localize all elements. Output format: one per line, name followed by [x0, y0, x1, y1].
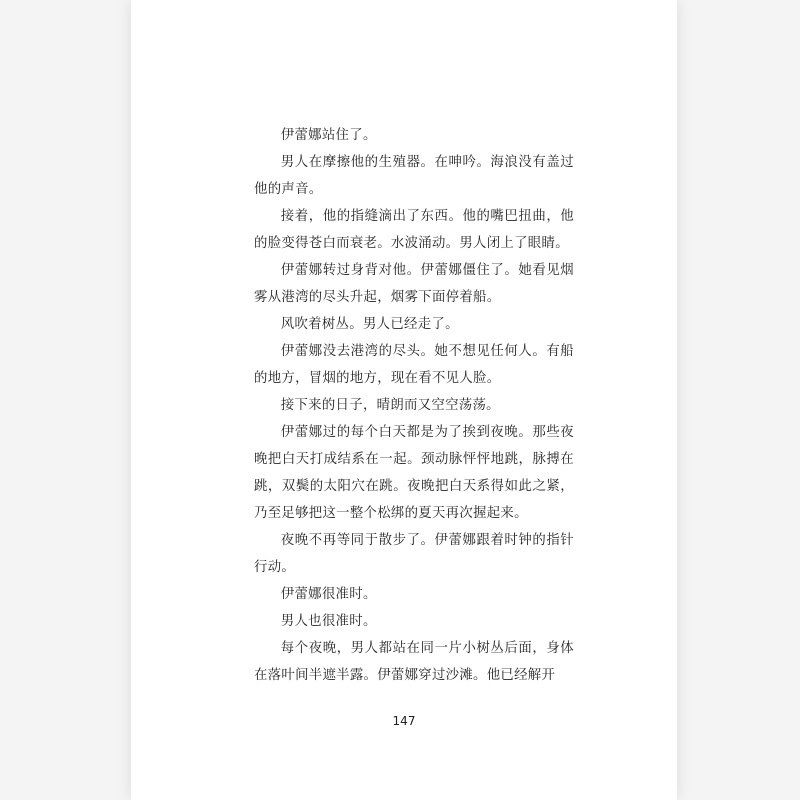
- paragraph: 男人也很准时。: [280, 614, 377, 629]
- page-number: 147: [392, 714, 416, 728]
- paragraph: 伊蕾娜站住了。: [280, 128, 377, 143]
- paragraph: 夜晚不再等同于散步了。伊蕾娜跟着时钟的指针行动。: [254, 533, 574, 575]
- paragraph: 男人在摩擦他的生殖器。在呻吟。海浪没有盖过他的声音。: [254, 155, 574, 197]
- paragraph: 伊蕾娜很准时。: [280, 587, 377, 602]
- paragraph: 伊蕾娜过的每个白天都是为了挨到夜晚。那些夜晚把白天打成结系在一起。颈动脉怦怦地跳，脉搏在跳，双鬓的太阳穴在跳。夜晚把白天系得如此之紧，乃至足够把这一整个松绑的夏天再次握起来。: [254, 425, 574, 521]
- body-text: [254, 122, 574, 689]
- paragraph: 接下来的日子，晴朗而又空空荡荡。: [280, 398, 500, 413]
- paragraph: 伊蕾娜转过身背对他。伊蕾娜僵住了。她看见烟雾从港湾的尽头升起，烟雾下面停着船。: [254, 263, 574, 305]
- paragraph: 风吹着树丛。男人已经走了。: [280, 317, 459, 332]
- paragraph: 伊蕾娜没去港湾的尽头。她不想见任何人。有船的地方，冒烟的地方，现在看不见人脸。: [254, 344, 574, 386]
- book-page: [131, 0, 677, 800]
- paragraph: 每个夜晚，男人都站在同一片小树丛后面，身体在落叶间半遮半露。伊蕾娜穿过沙滩。他已经解开: [254, 641, 574, 683]
- paragraph: 接着，他的指缝滴出了东西。他的嘴巴扭曲，他的脸变得苍白而衰老。水波涌动。男人闭上了眼睛。: [254, 209, 574, 251]
